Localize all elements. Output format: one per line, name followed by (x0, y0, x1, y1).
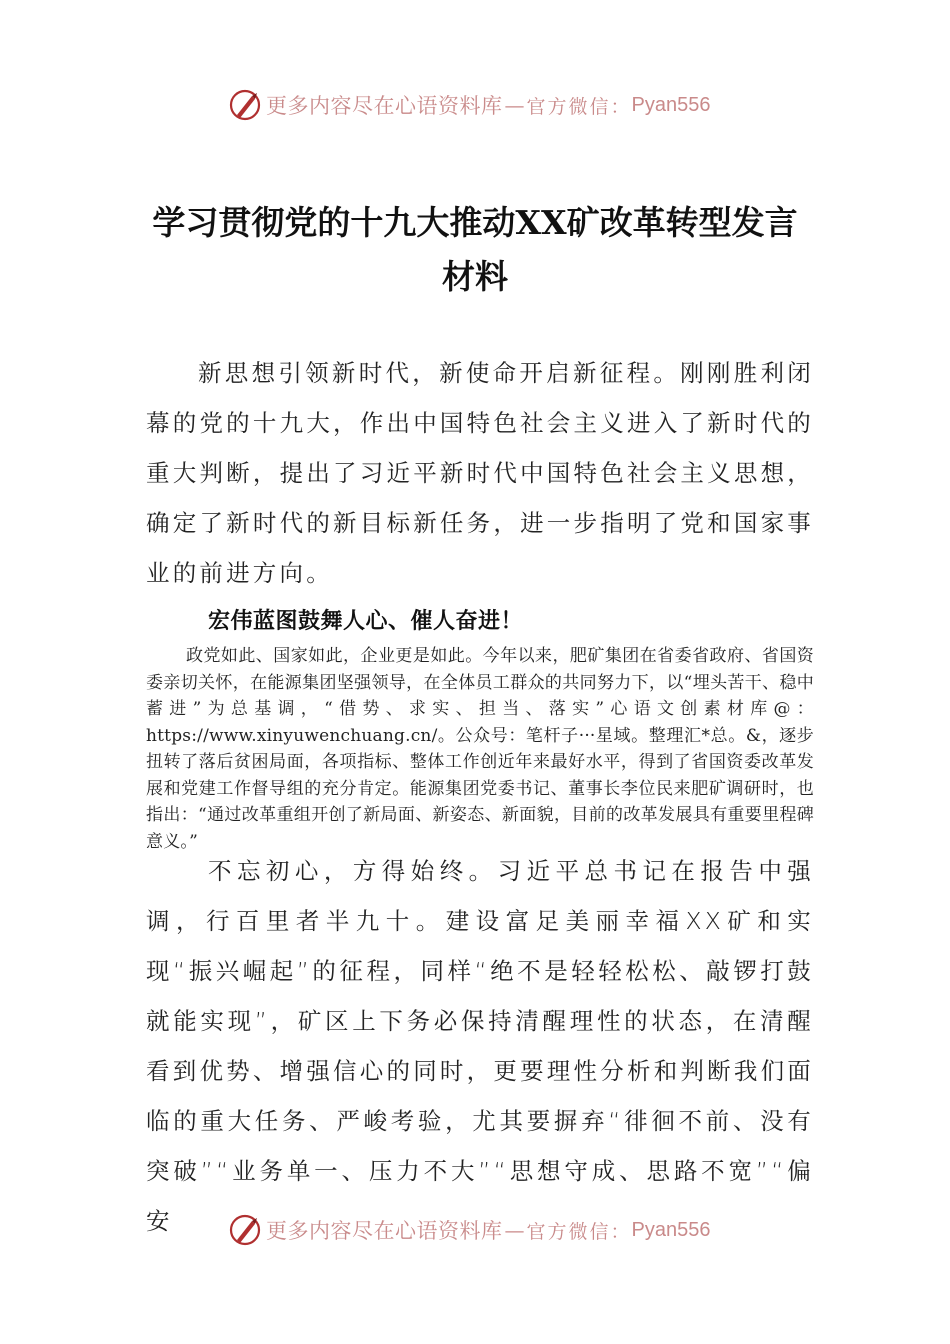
banner-separator: — (504, 1218, 525, 1242)
header-banner (228, 83, 710, 127)
banner-text: 更多内容尽在心语资料库 (266, 1219, 503, 1243)
footer-banner (228, 1208, 710, 1252)
banner-wechat-id: Pyan556 (631, 1218, 711, 1241)
banner-wechat-id: Pyan556 (631, 93, 711, 116)
paragraph-2: 政党如此、国家如此，企业更是如此。今年以来，肥矿集团在省委省政府、省国资委亲切关怀，在能源集团坚强领导，在全体员工群众的共同努力下，以“埋头苦干、稳中蓄进”为总基调，“借势、求实、担当、落实”心语文创素材库@：https://www.xinyuwenchuang.cn/。公众号：笔杆子···星域。整理汇*总。&，逐步扭转了落后贫困局面，各项指标、整体工作创近年来最好水平，得到了省国资委改革发展和党建工作督导组的充分肯定。能源集团党委书记、董事长李位民来肥矿调研时，也指出：“通过改革重组开创了新局面、新姿态、新面貌，目前的改革发展具有重要里程碑意义。” (146, 646, 814, 852)
paragraph-3: 不忘初心，方得始终。习近平总书记在报告中强调，行百里者半九十。建设富足美丽幸福XX矿和实现“振兴崛起”的征程，同样“绝不是轻轻松松、敲锣打鼓就能实现”，矿区上下务必保持清醒理性的状态，在清醒看到优势、增强信心的同时，更要理性分析和判断我们面临的重大任务、严峻考验，尤其要摒弃“徘徊不前、没有突破”“业务单一、压力不大”“思想守成、思路不宽”“偏安 (146, 857, 814, 1235)
paragraph-1: 新思想引领新时代，新使命开启新征程。刚刚胜利闭幕的党的十九大，作出中国特色社会主义进入了新时代的重大判断，提出了习近平新时代中国特色社会主义思想，确定了新时代的新目标新任务，进一步指明了党和国家事业的前进方向。 (146, 359, 814, 587)
document-title: 学习贯彻党的十九大推动XX矿改革转型发言材料 (152, 203, 798, 296)
banner-wechat-label: 官方微信： (526, 1220, 632, 1243)
banner-separator: — (504, 93, 525, 117)
banner-text: 更多内容尽在心语资料库 (266, 94, 503, 118)
fountain-pen-logo-icon (228, 1213, 262, 1247)
banner-wechat-label: 官方微信： (526, 95, 632, 118)
fountain-pen-logo-icon (228, 88, 262, 122)
subheading: 宏伟蓝图鼓舞人心、催人奋进！ (208, 609, 524, 634)
